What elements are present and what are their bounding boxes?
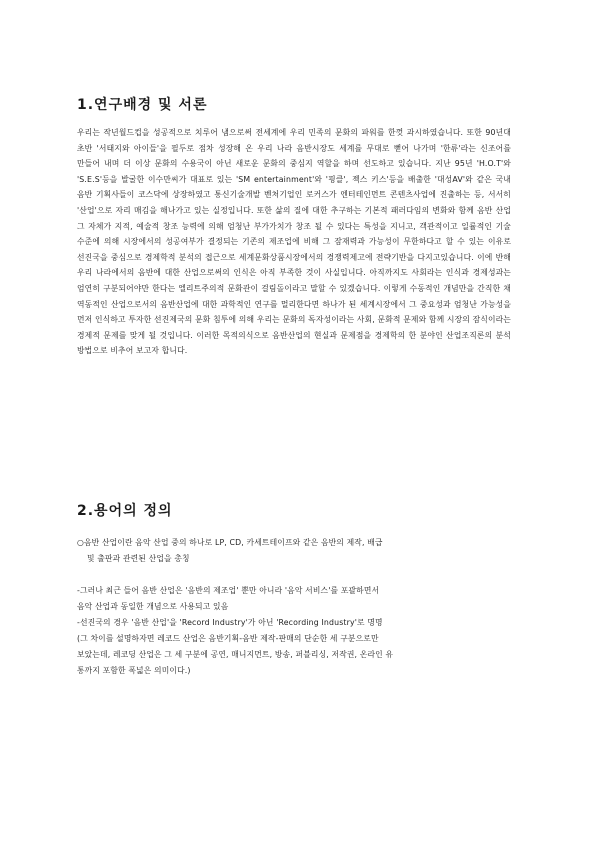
bullet-line: 통까지 포함한 폭넓은 의미이다.) xyxy=(77,666,191,675)
bullet-line: 보았는데, 레코딩 산업은 그 세 구분에 공연, 매니지먼트, 방송, 퍼블리싱, 저작권, 온라인 유 xyxy=(77,650,394,659)
definition-line: 및 출판과 관련된 산업을 총칭 xyxy=(87,554,190,563)
bullet-line: -선진국의 경우 '음반 산업'을 'Record Industry'가 아닌 'Recording Industry'로 명명 xyxy=(77,618,383,627)
definition-line: ○음반 산업이란 음악 산업 중의 하나로 LP, CD, 카세트테이프와 같은 음반의 제작, 배급 xyxy=(77,538,383,547)
bullet-line: (그 차이를 설명하자면 레코드 산업은 음반기획-음반 제작-판매의 단순한 세 구분으로만 xyxy=(77,634,379,643)
bullet-line: 음악 산업과 동일한 개념으로 사용되고 있음 xyxy=(77,602,229,611)
section-heading-background: 1.연구배경 및 서론 xyxy=(77,97,208,113)
bullet-line: -그러나 최근 들어 음반 산업은 '음반의 제조업' 뿐만 아니라 '음악 서비스'를 포괄하면서 xyxy=(77,586,380,595)
section-heading-definitions: 2.용어의 정의 xyxy=(77,503,173,519)
section-body-background: 우리는 작년월드컵을 성공적으로 치루어 냄으로써 전세계에 우리 민족의 문화의 파워를 한껏 과시하였습니다. 또한 90년대 초반 '서태지와 아이들'을 필두로 점차 성장해 온 우리 나라 음반시장도 세계를 무대로 뻗어 나가며 '한류'라는 신조어를 만들어 내며 더 이상 문화의 수용국이 아닌 새로운 문화의 중심지 역할을 하며 선도하고 있습니다. 지난 95년 'H.O.T'와 'S.E.S'등을 발굴한 이수만씨가 대표로 있는 'SM entertainment'와 '핑클', 젝스 키스'등을 배출한 '대성AV'와 같은 국내 음반 기획사들이 코스닥에 상장하였고 통신기술개발 벤처기업인 로커스가 엔터테인먼트 콘텐츠사업에 진출하는 등, 서서히 '산업'으로 자리 매김을 해나가고 있는 실정입니다. 또한 삶의 질에 대한 추구하는 기본적 패러다임의 변화와 함께 음반 산업 그 자체가 지적, 예술적 창조 능력에 의해 엄청난 부가가치가 창조 될 수 있다는 특성을 지니고, 객관적이고 일률적인 기술 수준에 의해 시장에서의 성공여부가 결정되는 기존의 제조업에 비해 그 잠재력과 가능성이 무한하다고 할 수 있는 이유로 선진국을 중심으로 경제학적 분석의 접근으로 세계문화상품시장에서의 경쟁력제고에 전략기반을 다지고있습니다. 이에 반해 우리 나라에서의 음반에 대한 산업으로써의 인식은 아직 부족한 것이 사실입니다. 아직까지도 사회라는 인식과 경제성과는 엄연히 구분되어야만 한다는 엘리트주의적 문화관이 걸림돌이라고 말할 수 있겠습니다. 이렇게 수동적인 개념만을 간직한 채 역동적인 산업으로서의 음반산업에 대한 과학적인 연구를 멀리한다면 하나가 된 세계시장에서 그 중요성과 엄청난 가능성을 먼저 인식하고 투자한 선진제국의 문화 침투에 의해 우리는 문화의 독자성이라는 사회, 문화적 문제와 함께 시장의 잠식이라는 경제적 문제를 맞게 될 것입니다. 이러한 목적의식으로 음반산업의 현실과 문제점을 경제학의 한 분야인 산업조직론의 분석 방법으로 비추어 보고자 합니다. xyxy=(77,128,511,356)
